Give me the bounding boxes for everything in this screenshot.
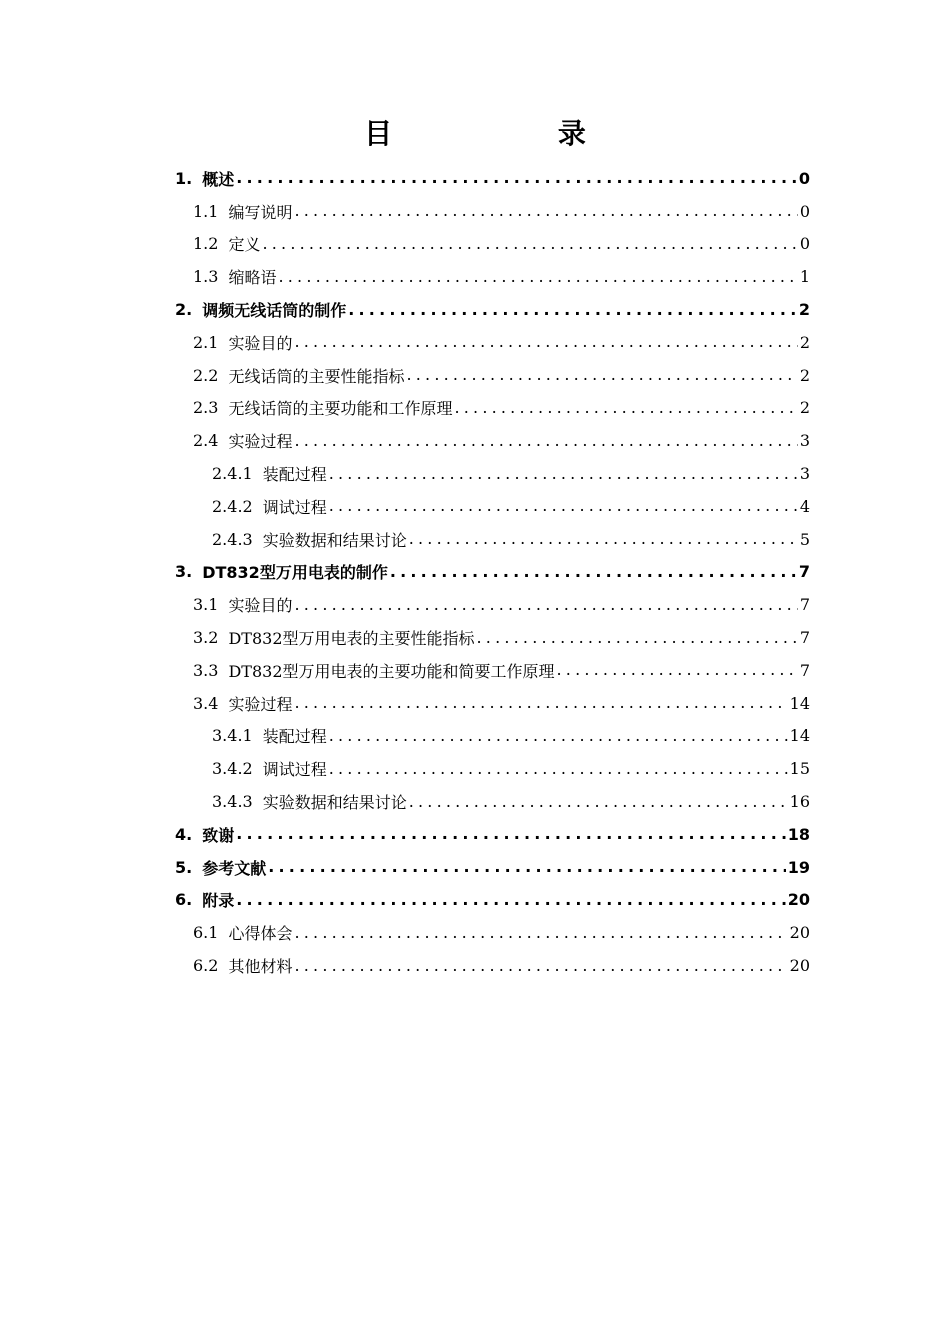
toc-entry-title: 编写说明 — [228, 202, 293, 222]
toc-entry[interactable] — [193, 392, 810, 425]
toc-entry[interactable] — [212, 720, 810, 753]
toc-dot-leader — [348, 300, 797, 320]
toc-entry-number: 3.2 — [193, 628, 219, 648]
toc-entry[interactable] — [193, 326, 810, 359]
toc-entry-page-number: 7 — [799, 595, 810, 615]
toc-entry-page-number: 14 — [789, 693, 810, 713]
toc-entry-page-number: 5 — [799, 529, 810, 549]
toc-entry-title: 附录 — [202, 891, 235, 911]
toc-dot-leader — [278, 267, 797, 287]
toc-entry-title: 调频无线话筒的制作 — [202, 301, 347, 321]
toc-entry-page-number: 2 — [799, 365, 810, 385]
toc-entry-title: 装配过程 — [262, 727, 327, 747]
toc-dot-leader — [329, 496, 798, 516]
toc-entry-title: 调试过程 — [262, 497, 327, 517]
toc-dot-leader — [294, 201, 797, 221]
toc-entry-number: 2.4 — [193, 431, 219, 451]
toc-dot-leader — [294, 923, 787, 943]
toc-dot-leader — [268, 857, 786, 877]
toc-entry-page-number: 3 — [799, 464, 810, 484]
toc-entry-number: 2.2 — [193, 365, 219, 385]
toc-entry[interactable] — [212, 490, 810, 523]
toc-dot-leader — [294, 332, 797, 352]
toc-dot-leader — [557, 660, 798, 680]
toc-entry[interactable] — [175, 162, 810, 195]
toc-entry-number: 4. — [175, 824, 193, 844]
toc-entry-number: 1.3 — [193, 267, 219, 287]
toc-entry-page-number: 7 — [798, 562, 810, 582]
toc-entry-number: 2.4.3 — [212, 529, 253, 549]
toc-dot-leader — [409, 529, 798, 549]
toc-dot-leader — [409, 792, 788, 812]
toc-entry[interactable] — [193, 228, 810, 261]
toc-entry-page-number: 3 — [799, 431, 810, 451]
toc-entry[interactable] — [212, 752, 810, 785]
toc-dot-leader — [294, 956, 787, 976]
toc-entry-number: 3.4 — [193, 693, 219, 713]
toc-entry[interactable] — [193, 621, 810, 654]
toc-entry-page-number: 20 — [789, 956, 810, 976]
toc-entry-page-number: 2 — [799, 398, 810, 418]
toc-entry-number: 3.4.3 — [212, 792, 253, 812]
toc-entry-title: DT832型万用电表的主要功能和简要工作原理 — [228, 661, 555, 681]
toc-entry-number: 3.4.1 — [212, 726, 253, 746]
toc-entry-title: 实验目的 — [228, 596, 293, 616]
toc-entry[interactable] — [193, 195, 810, 228]
toc-entry[interactable] — [193, 916, 810, 949]
toc-entry[interactable] — [193, 687, 810, 720]
toc-entry[interactable] — [193, 654, 810, 687]
toc-entry-page-number: 19 — [787, 857, 810, 877]
toc-dot-leader — [454, 398, 797, 418]
toc-title: 目 录 — [364, 117, 664, 150]
toc-entry-number: 3.3 — [193, 660, 219, 680]
toc-entry[interactable] — [175, 818, 810, 851]
toc-entry-number: 1.1 — [193, 201, 219, 221]
toc-entry[interactable] — [175, 851, 810, 884]
toc-entry[interactable] — [175, 884, 810, 917]
toc-entry-title: 无线话筒的主要性能指标 — [228, 366, 405, 386]
toc-entry-title: 定义 — [228, 235, 261, 255]
toc-entry-page-number: 2 — [799, 332, 810, 352]
toc-dot-leader — [294, 431, 797, 451]
toc-entry-page-number: 0 — [799, 201, 810, 221]
toc-entry-number: 2.4.2 — [212, 496, 253, 516]
toc-entry-number: 2.3 — [193, 398, 219, 418]
toc-entry-number: 6.1 — [193, 923, 219, 943]
toc-entry-title: 实验过程 — [228, 432, 293, 452]
toc-entry-page-number: 0 — [798, 168, 810, 188]
toc-entry-title: 心得体会 — [228, 924, 293, 944]
toc-entry[interactable] — [212, 785, 810, 818]
toc-entry-page-number: 15 — [789, 759, 810, 779]
toc-entry-page-number: 1 — [799, 267, 810, 287]
toc-dot-leader — [236, 168, 797, 188]
toc-entry[interactable] — [193, 359, 810, 392]
toc-entry-title: 其他材料 — [228, 957, 293, 977]
toc-entry-page-number: 20 — [787, 890, 810, 910]
toc-dot-leader — [329, 726, 788, 746]
toc-entry-number: 3.1 — [193, 595, 219, 615]
toc-entry-number: 3.4.2 — [212, 759, 253, 779]
toc-entry-page-number: 7 — [799, 628, 810, 648]
toc-entry-number: 2.4.1 — [212, 464, 253, 484]
toc-entry-page-number: 20 — [789, 923, 810, 943]
toc-entry-title: 实验数据和结果讨论 — [262, 793, 407, 813]
toc-entry-number: 6.2 — [193, 956, 219, 976]
toc-entry-title: 参考文献 — [202, 858, 267, 878]
toc-entry-title: 实验目的 — [228, 333, 293, 353]
toc-entry-title: DT832型万用电表的主要性能指标 — [228, 629, 475, 649]
toc-entry-title: 实验过程 — [228, 694, 293, 714]
toc-dot-leader — [406, 365, 797, 385]
toc-entry-page-number: 2 — [798, 300, 810, 320]
toc-entry[interactable] — [193, 424, 810, 457]
toc-entry-title: 实验数据和结果讨论 — [262, 530, 407, 550]
toc-entry-title: 致谢 — [202, 825, 235, 845]
toc-entry-page-number: 16 — [789, 792, 810, 812]
toc-entry[interactable] — [175, 293, 810, 326]
toc-entry-title: 概述 — [202, 169, 235, 189]
toc-dot-leader — [236, 890, 786, 910]
toc-entry-page-number: 4 — [799, 496, 810, 516]
toc-entry[interactable] — [193, 949, 810, 982]
toc-entry[interactable] — [193, 260, 810, 293]
toc-entry-number: 2. — [175, 300, 193, 320]
toc-dot-leader — [329, 464, 798, 484]
toc-entry-number: 1.2 — [193, 234, 219, 254]
toc-entry-title: 缩略语 — [228, 268, 277, 288]
toc-dot-leader — [294, 693, 787, 713]
toc-entry-page-number: 14 — [789, 726, 810, 746]
toc-dot-leader — [294, 595, 797, 615]
toc-entry-page-number: 18 — [787, 824, 810, 844]
toc-entry-title: 无线话筒的主要功能和工作原理 — [228, 399, 453, 419]
toc-dot-leader — [329, 759, 788, 779]
toc-dot-leader — [262, 234, 797, 254]
toc-entry-number: 1. — [175, 168, 193, 188]
toc-entry-title: DT832型万用电表的制作 — [202, 563, 388, 583]
toc-entry-number: 2.1 — [193, 332, 219, 352]
toc-entry-page-number: 0 — [799, 234, 810, 254]
toc-dot-leader — [477, 628, 798, 648]
toc-entry-page-number: 7 — [799, 660, 810, 680]
toc-entry[interactable] — [193, 588, 810, 621]
toc-entry-number: 3. — [175, 562, 193, 582]
toc-entry-number: 5. — [175, 857, 193, 877]
toc-entry-title: 装配过程 — [262, 465, 327, 485]
toc-entry[interactable] — [212, 523, 810, 556]
toc-entry[interactable] — [212, 457, 810, 490]
toc-entry-number: 6. — [175, 890, 193, 910]
toc-dot-leader — [390, 562, 797, 582]
toc-list — [0, 162, 950, 982]
toc-entry[interactable] — [175, 556, 810, 589]
toc-dot-leader — [236, 824, 786, 844]
toc-entry-title: 调试过程 — [262, 760, 327, 780]
